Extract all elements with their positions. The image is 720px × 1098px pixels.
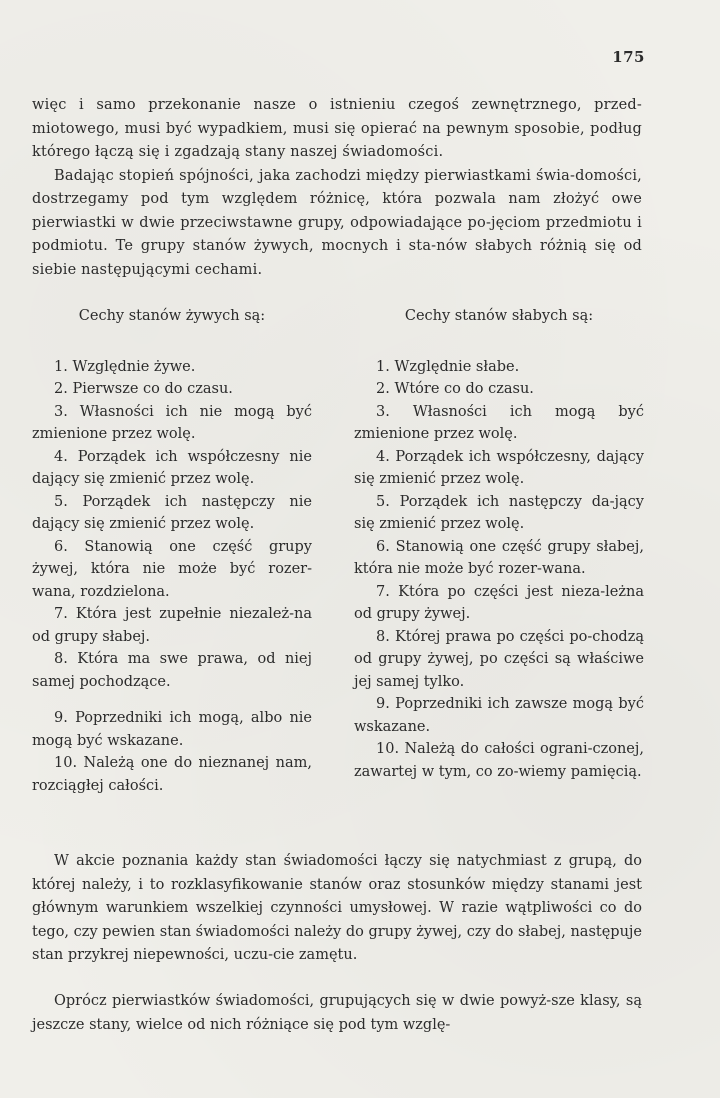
list-item: 8. Której prawa po części po-chodzą od grupy żywej, po części są właściwe jej samej tylko.: [354, 628, 644, 690]
right-column: [354, 305, 644, 783]
right-column-heading: Cechy stanów słabych są:: [404, 308, 594, 324]
intro-second-paragraph: Badając stopień spójności, jaka zachodzi między pierwiastkami świa-domości, dostrzegamy pod tym względem różnicę, która pozwala nam złożyć owe pierwiastki w dwie przeciwstawne grupy, odpowiadające po-jęciom przedmiotu i podmiotu. Te grupy stanów żywych, mocnych i sta-nów słabych różnią się od siebie następującymi cechami.: [32, 167, 642, 278]
list-item: 2. Pierwsze co do czasu.: [54, 381, 233, 397]
list-item: 5. Porządek ich następczy da-jący się zmienić przez wolę.: [354, 493, 644, 532]
list-item: 10. Należą do całości ograni-czonej, zawartej w tym, co zo-wiemy pamięcią.: [354, 741, 644, 780]
intro-paragraph: [32, 94, 642, 282]
intro-line-2: miotowego, musi być wypadkiem, musi się opierać na pewnym sposobie,: [32, 120, 585, 137]
closing-paragraph: [32, 850, 642, 968]
list-item: 2. Wtóre co do czasu.: [376, 381, 534, 397]
left-column-list: [32, 356, 312, 798]
list-item: 4. Porządek ich współczesny, dający się zmienić przez wolę.: [354, 448, 644, 487]
list-item: 1. Względnie słabe.: [376, 358, 520, 375]
list-item: 7. Która po części jest nieza-leżna od grupy żywej.: [354, 583, 644, 622]
list-item: 6. Stanowią one część grupy słabej, która nie może być rozer-wana.: [354, 538, 644, 577]
list-item: 9. Poprzedniki ich zawsze mogą być wskazane.: [354, 696, 644, 735]
list-item: 10. Należą one do nieznanej nam, rozciągłej całości.: [32, 755, 312, 794]
list-item: 5. Porządek ich następczy nie dający się zmienić przez wolę.: [32, 493, 312, 532]
right-column-list: [354, 356, 644, 784]
list-item: 6. Stanowią one część grupy żywej, która nie może być rozer-wana, rozdzielona.: [32, 538, 312, 600]
list-item: 7. Która jest zupełnie niezależ-na od grupy słabej.: [32, 606, 312, 645]
final-paragraph: [32, 990, 642, 1037]
closing-paragraph-text: W akcie poznania każdy stan świadomości łączy się natychmiast z grupą, do której należy, i to rozklasyfikowanie stanów oraz stosunków między stanami jest głównym warunkiem wszelkiej czynności umysłowej. W razie wątpliwości co do tego, czy pewien stan świadomości należy do grupy żywej, czy do słabej, następuje stan przykrej niepewności, uczu-cie zamętu.: [32, 853, 642, 963]
page-number: 175: [612, 48, 645, 66]
left-column: [32, 305, 312, 797]
left-column-heading: Cechy stanów żywych są:: [78, 308, 266, 324]
list-item: 1. Względnie żywe.: [54, 358, 196, 375]
list-item: 9. Poprzedniki ich mogą, albo nie mogą być wskazane.: [32, 710, 312, 749]
list-item: 8. Która ma swe prawa, od niej samej pochodzące.: [32, 651, 312, 690]
intro-line-1: więc i samo przekonanie nasze o istnieniu czegoś zewnętrznego, przed-: [32, 97, 642, 113]
list-item: 3. Własności ich mogą być zmienione przez wolę.: [354, 403, 644, 442]
list-item: 4. Porządek ich współczesny nie dający się zmienić przez wolę.: [32, 448, 312, 487]
comparison-columns: [32, 305, 642, 835]
list-item: 3. Własności ich nie mogą być zmienione przez wolę.: [32, 403, 312, 442]
intro-line-3: podług którego łączą się i zgadzają stany naszej świadomości.: [32, 120, 642, 160]
final-paragraph-text: Oprócz pierwiastków świadomości, grupujących się w dwie powyż-sze klasy, są jeszcze stany, wielce od nich różniące się pod tym wzglę-: [32, 993, 642, 1033]
